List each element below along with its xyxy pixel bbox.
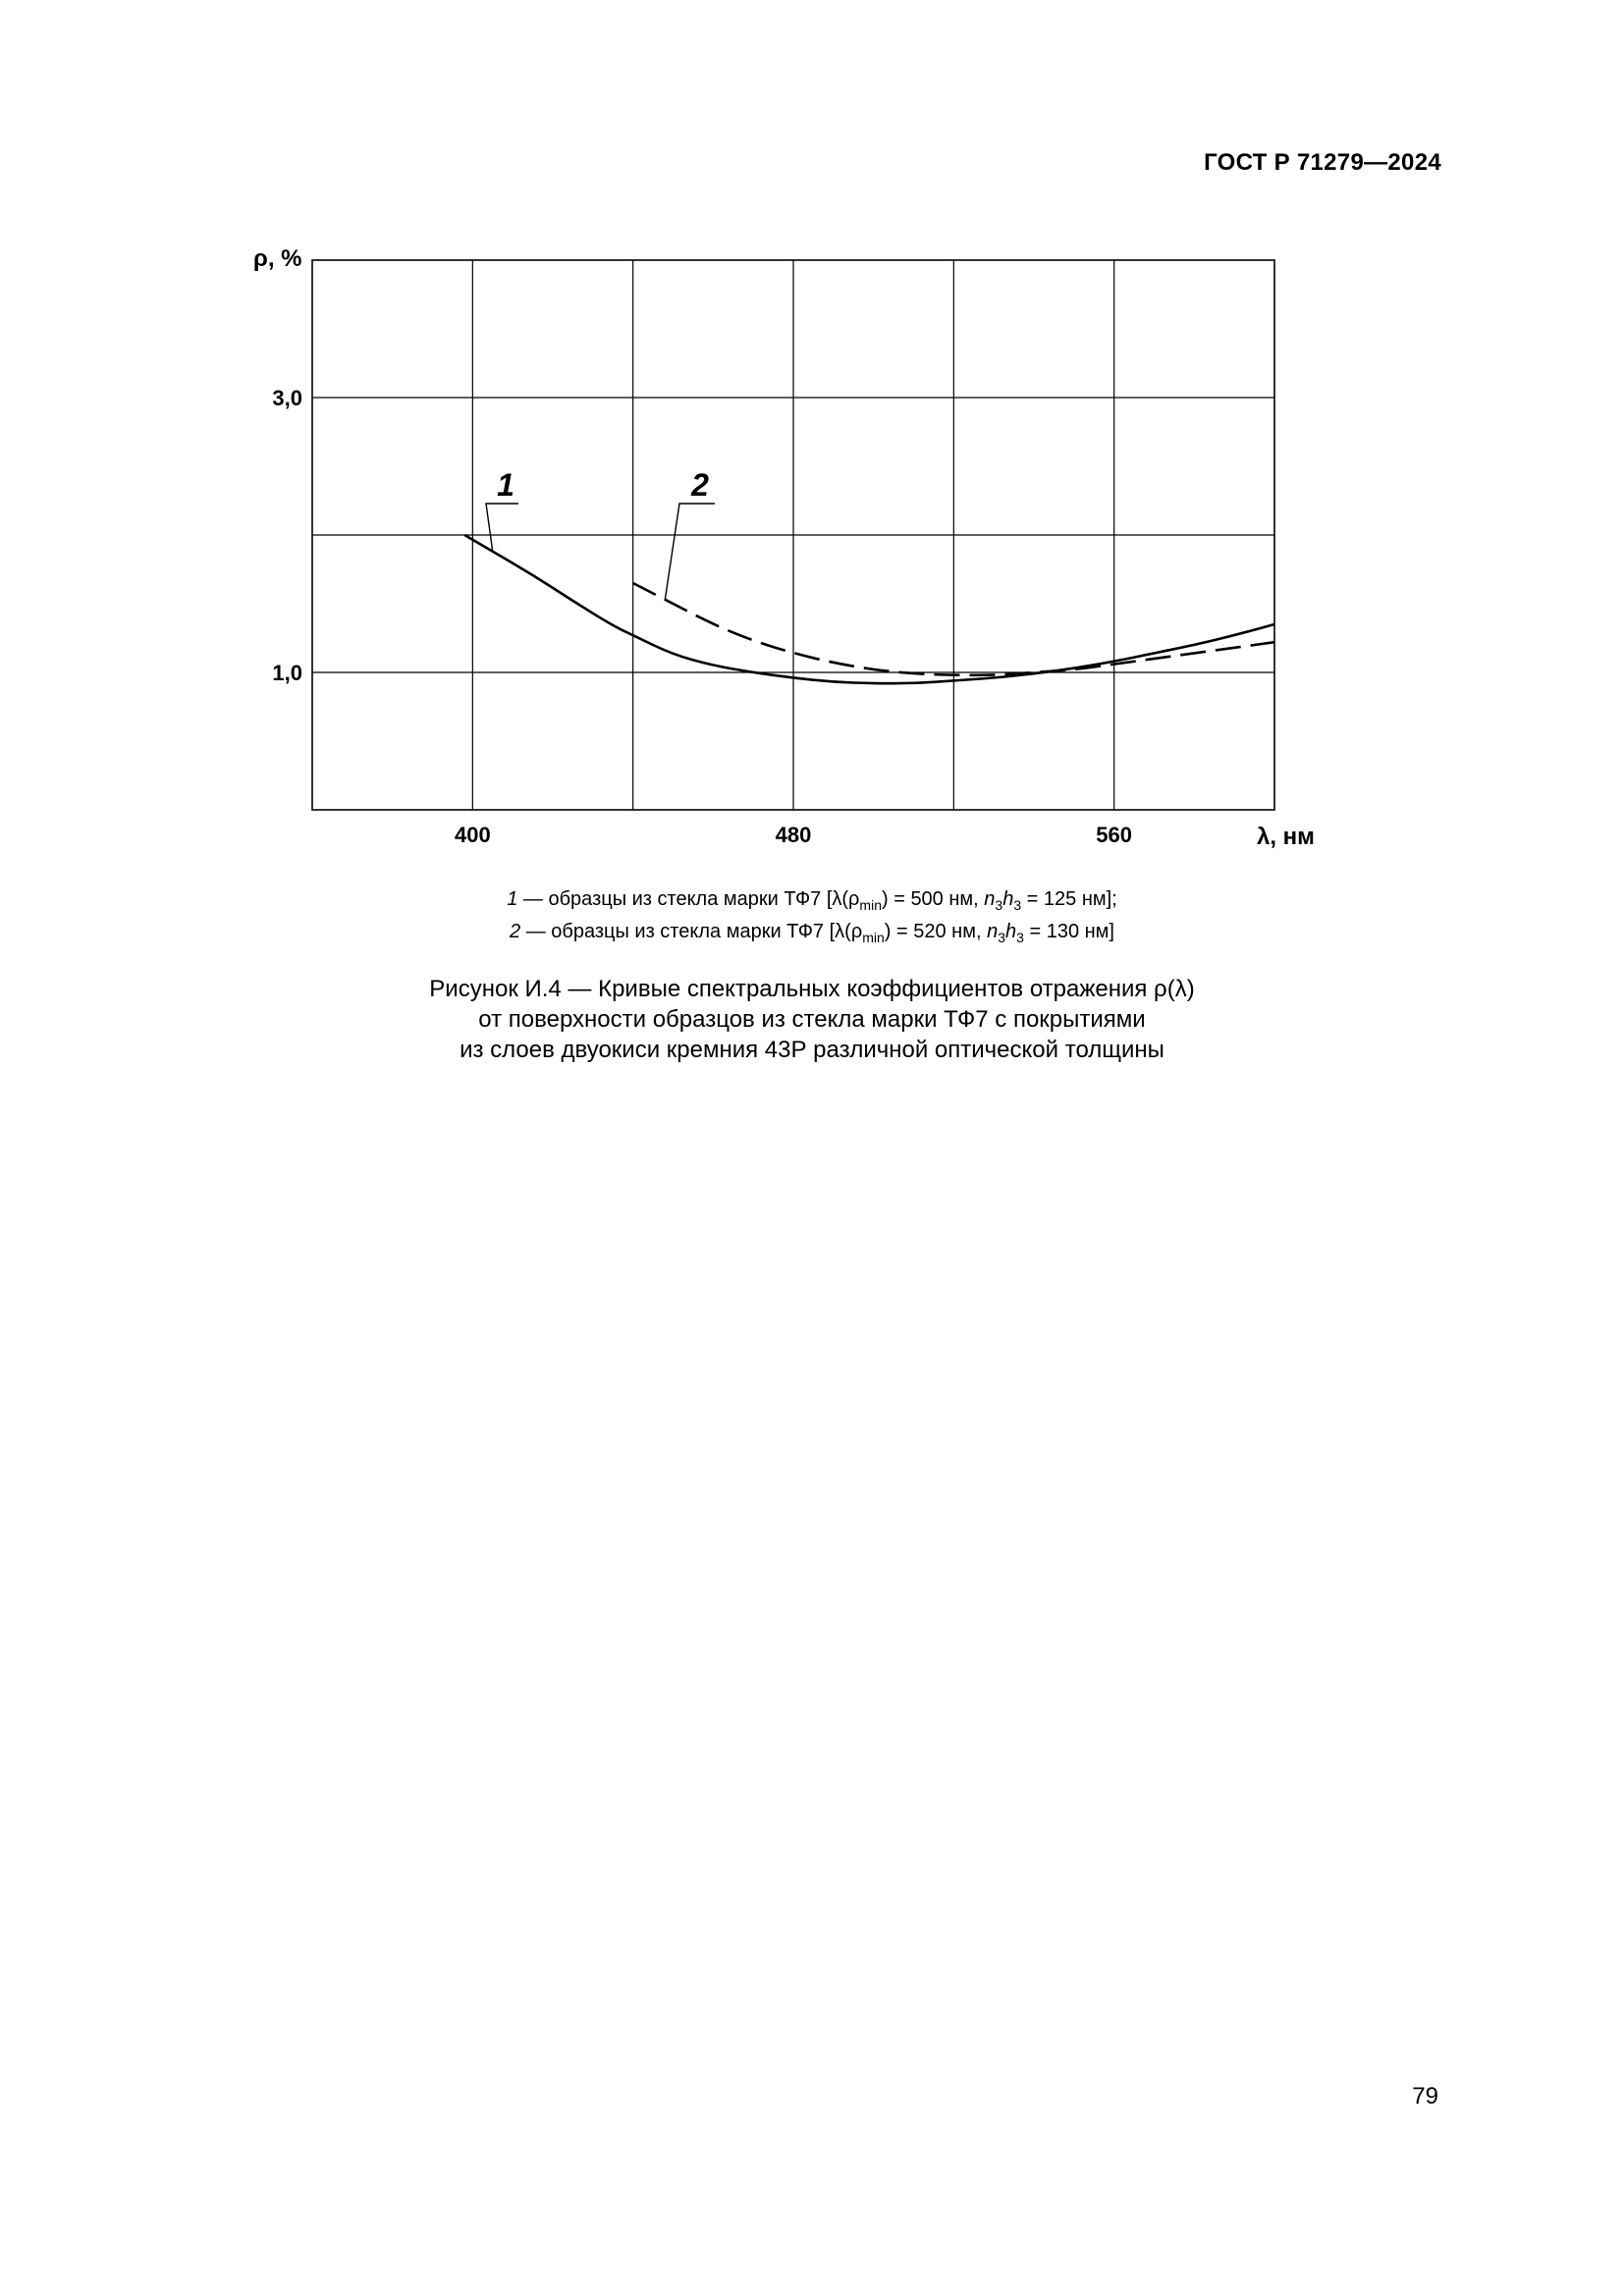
reflection-chart (0, 0, 1624, 883)
page-number: 79 (1412, 2083, 1438, 2109)
y-axis-label: ρ, % (253, 245, 302, 272)
caption-line-3: из слоев двуокиси кремния 43Р различной оптической толщины (460, 1037, 1164, 1063)
figure-caption (0, 974, 1624, 1065)
caption-line-1: Рисунок И.4 — Кривые спектральных коэффициентов отражения ρ(λ) (429, 976, 1195, 1002)
chart-grid (312, 260, 1274, 810)
document-code: ГОСТ Р 71279—2024 (1204, 149, 1441, 176)
curve-label-1: 1 (497, 467, 514, 503)
curve-leader-2 (665, 504, 715, 600)
caption-line-2: от поверхности образцов из стекла марки ТФ7 с покрытиями (478, 1006, 1146, 1033)
legend-item-2: 2 — образцы из стекла марки ТФ7 [$\lambda(\rho_{min}) = 520$ нм, $n_3h_3 = 130$ нм] (510, 921, 1114, 945)
y-tick-label: 3,0 (272, 386, 302, 410)
x-axis-label: λ, нм (1257, 824, 1315, 850)
x-tick-label: 400 (454, 823, 491, 847)
curve-leader-1 (486, 504, 518, 552)
series-line-1 (464, 535, 1274, 683)
curve-label-2: 2 (691, 467, 709, 503)
figure-legend (0, 886, 1624, 951)
chart-labels (253, 245, 1315, 850)
chart-series (464, 535, 1274, 683)
legend-item-1: 1 — образцы из стекла марки ТФ7 [$\lambda(\rho_{min}) = 500$ нм, $n_3h_3 = 125$ нм]; (507, 888, 1117, 913)
x-tick-label: 480 (775, 823, 812, 847)
y-tick-label: 1,0 (272, 661, 302, 685)
x-tick-label: 560 (1096, 823, 1133, 847)
